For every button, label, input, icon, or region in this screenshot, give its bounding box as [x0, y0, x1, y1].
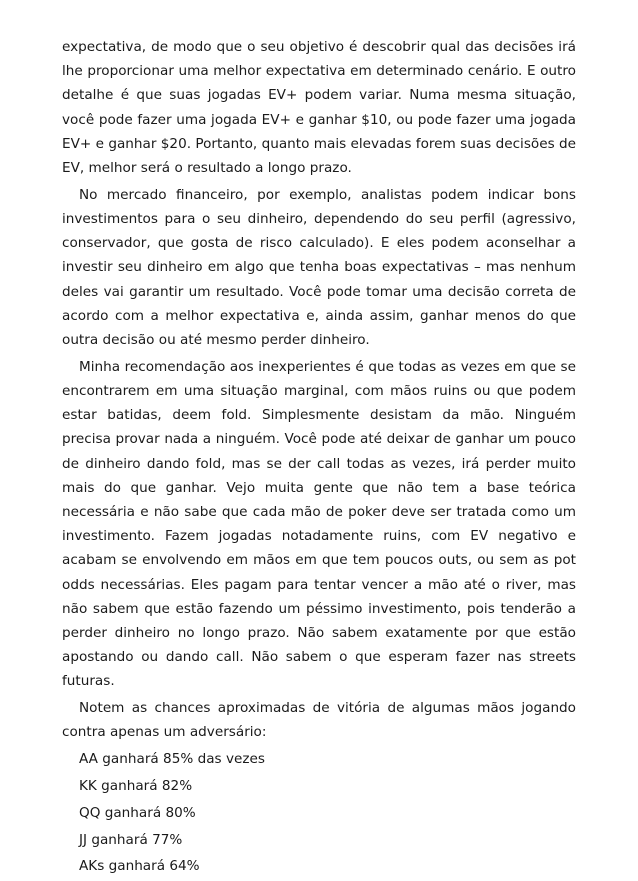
hand-odds-list	[62, 747, 576, 878]
list-item-aa: AA ganhará 85% das vezes	[79, 751, 265, 768]
paragraph-expectativa: expectativa, de modo que o seu objetivo é descobrir qual das decisões irá lhe proporcionar uma melhor expectativa em determinado cenário. E outro detalhe é que suas jogadas EV+ podem variar. Numa mesma situação, você pode fazer uma jogada EV+ e ganhar $10, ou pode fazer uma jogada EV+ e ganhar $20. Portanto, quanto mais elevadas forem suas decisões de EV, melhor será o resultado a longo prazo.	[62, 39, 576, 177]
list-item-qq: QQ ganhará 80%	[79, 804, 196, 821]
paragraph-mercado-financeiro: No mercado financeiro, por exemplo, analistas podem indicar bons investimentos para o seu dinheiro, dependendo do seu perfil (agressivo, conservador, que gosta de risco calculado). E eles podem aconselhar a investir seu dinheiro em algo que tenha boas expectativas – mas nenhum deles vai garantir um resultado. Você pode tomar uma decisão correta de acordo com a melhor expectativa e, ainda assim, ganhar menos do que outra decisão ou até mesmo perder dinheiro.	[62, 186, 576, 349]
list-item-jj: JJ ganhará 77%	[79, 831, 183, 848]
list-item-aks: AKs ganhará 64%	[79, 858, 200, 875]
document-page	[62, 35, 576, 881]
paragraph-chances: Notem as chances aproximadas de vitória de algumas mãos jogando contra apenas um adversário:	[62, 700, 576, 741]
list-item-kk: KK ganhará 82%	[79, 778, 193, 795]
paragraph-recomendacao: Minha recomendação aos inexperientes é que todas as vezes em que se encontrarem em uma situação marginal, com mãos ruins ou que podem estar batidas, deem fold. Simplesmente desistam da mão. Ninguém precisa provar nada a ninguém. Você pode até deixar de ganhar um pouco de dinheiro dando fold, mas se der call todas as vezes, irá perder muito mais do que ganhar. Vejo muita gente que não tem a base teórica necessária e não sabe que cada mão de poker deve ser tratada como um investimento. Fazem jogadas notadamente ruins, com EV negativo e acabam se envolvendo em mãos em que tem poucos outs, ou sem as pot odds necessárias. Eles pagam para tentar vencer a mão até o river, mas não sabem que estão fazendo um péssimo investimento, pois tenderão a perder dinheiro no longo prazo. Não sabem exatamente por que estão apostando ou dando call. Não sabem o que esperam fazer nas streets futuras.	[62, 358, 576, 690]
